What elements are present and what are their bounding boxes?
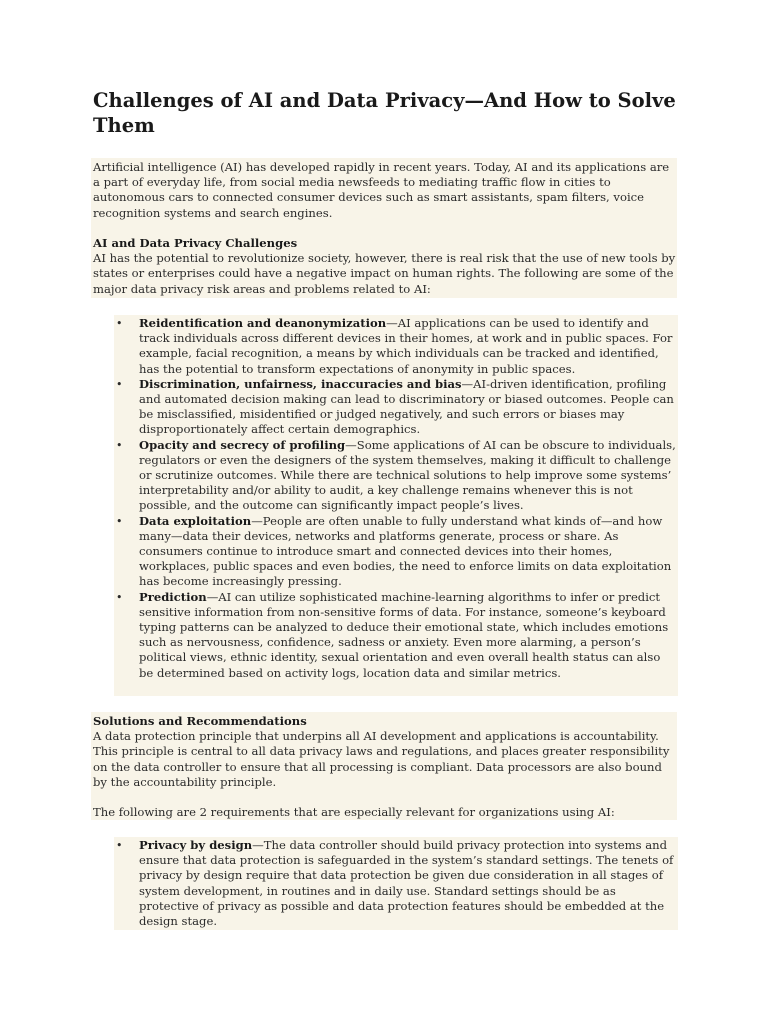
- list-item-desc: —People are often unable to fully understand what kinds of—and how many—data their devices, networks and platforms generate, process or share. As consumers continue to introduce smart and connected devices into their homes, workplaces, public spaces and even bodies, the need to enforce limits on data exploitation has become increasingly pressing.: [139, 513, 672, 589]
- list-item-desc: —AI-driven identification, profiling and automated decision making can lead to discriminatory or biased outcomes. People can be misclassified, misidentified or judged negatively, and such errors or biases may disproportionately affect certain demographics.: [139, 376, 674, 437]
- list-item-term: Data exploitation: [139, 513, 252, 528]
- list-item: [114, 438, 678, 514]
- challenges-heading: AI and Data Privacy Challenges: [93, 236, 298, 250]
- list-item: [114, 316, 678, 377]
- bullet-icon: •: [116, 839, 123, 852]
- list-item-term: Prediction: [139, 589, 207, 604]
- page-title: Challenges of AI and Data Privacy—And How to Solve Them: [93, 89, 676, 137]
- bullet-icon: •: [116, 438, 123, 452]
- bullet-icon: •: [116, 317, 123, 330]
- list-item: [114, 377, 678, 438]
- list-item-term: Reidentification and deanonymization: [139, 316, 387, 330]
- bullet-icon: •: [116, 514, 123, 528]
- list-item-desc: —AI applications can be used to identify and track individuals across different devices in their homes, at work and in public spaces. For example, facial recognition, a means by which individuals can be tracked and identified, has the potential to transform expectations of anonymity in public spaces.: [139, 316, 673, 376]
- solutions-heading: Solutions and Recommendations: [93, 714, 307, 728]
- list-item: [114, 514, 678, 590]
- challenges-paragraph: AI has the potential to revolutionize society, however, there is real risk that the use of new tools by states or enterprises could have a negative impact on human rights. The following are some of the major data privacy risk areas and problems related to AI:: [93, 251, 676, 296]
- solutions-section: [91, 712, 677, 820]
- solutions-paragraph: A data protection principle that underpins all AI development and applications is accountability. This principle is central to all data privacy laws and regulations, and places greater responsibility on the data controller to ensure that all processing is compliant. Data processors are also bound by the accountability principle.: [93, 729, 670, 789]
- intro-section: [91, 158, 677, 298]
- intro-paragraph: Artificial intelligence (AI) has developed rapidly in recent years. Today, AI and its applications are a part of everyday life, from social media newsfeeds to mediating traffic flow in cities to autonomous cars to connected consumer devices such as smart assistants, spam filters, voice recognition systems and search engines.: [93, 160, 670, 220]
- list-item-desc: —The data controller should build privacy protection into systems and ensure that data protection is safeguarded in the system’s standard settings. The tenets of privacy by design require that data protection be given due consideration in all stages of system development, in routines and in daily use. Standard settings should be as protective of privacy as possible and data protection features should be embedded at the design stage.: [139, 838, 674, 929]
- bullet-icon: •: [116, 590, 123, 604]
- bullet-icon: •: [116, 377, 123, 391]
- list-item-term: Discrimination, unfairness, inaccuracies and bias: [139, 376, 462, 391]
- requirements-list: [114, 837, 678, 930]
- list-item-desc: —AI can utilize sophisticated machine-learning algorithms to infer or predict sensitive information from non-sensitive forms of data. For instance, someone’s keyboard typing patterns can be analyzed to deduce their emotional state, which includes emotions such as nervousness, confidence, sadness or anxiety. Even more alarming, a person’s political views, ethnic identity, sexual orientation and even overall health status can also be determined based on activity logs, location data and similar metrics.: [139, 589, 669, 680]
- list-item-term: Opacity and secrecy of profiling: [139, 437, 346, 452]
- list-item-desc: —Some applications of AI can be obscure to individuals, regulators or even the designers of the system themselves, making it difficult to challenge or scrutinize outcomes. While there are technical solutions to help improve some systems’ interpretability and/or ability to audit, a key challenge remains whenever this is not possible, and the outcome can significantly impact people’s lives.: [139, 437, 676, 513]
- challenges-list: [114, 315, 678, 696]
- list-item: [114, 590, 678, 681]
- requirements-intro: The following are 2 requirements that are especially relevant for organizations using AI:: [93, 805, 615, 820]
- list-item: [114, 838, 678, 929]
- list-item-term: Privacy by design: [139, 838, 253, 852]
